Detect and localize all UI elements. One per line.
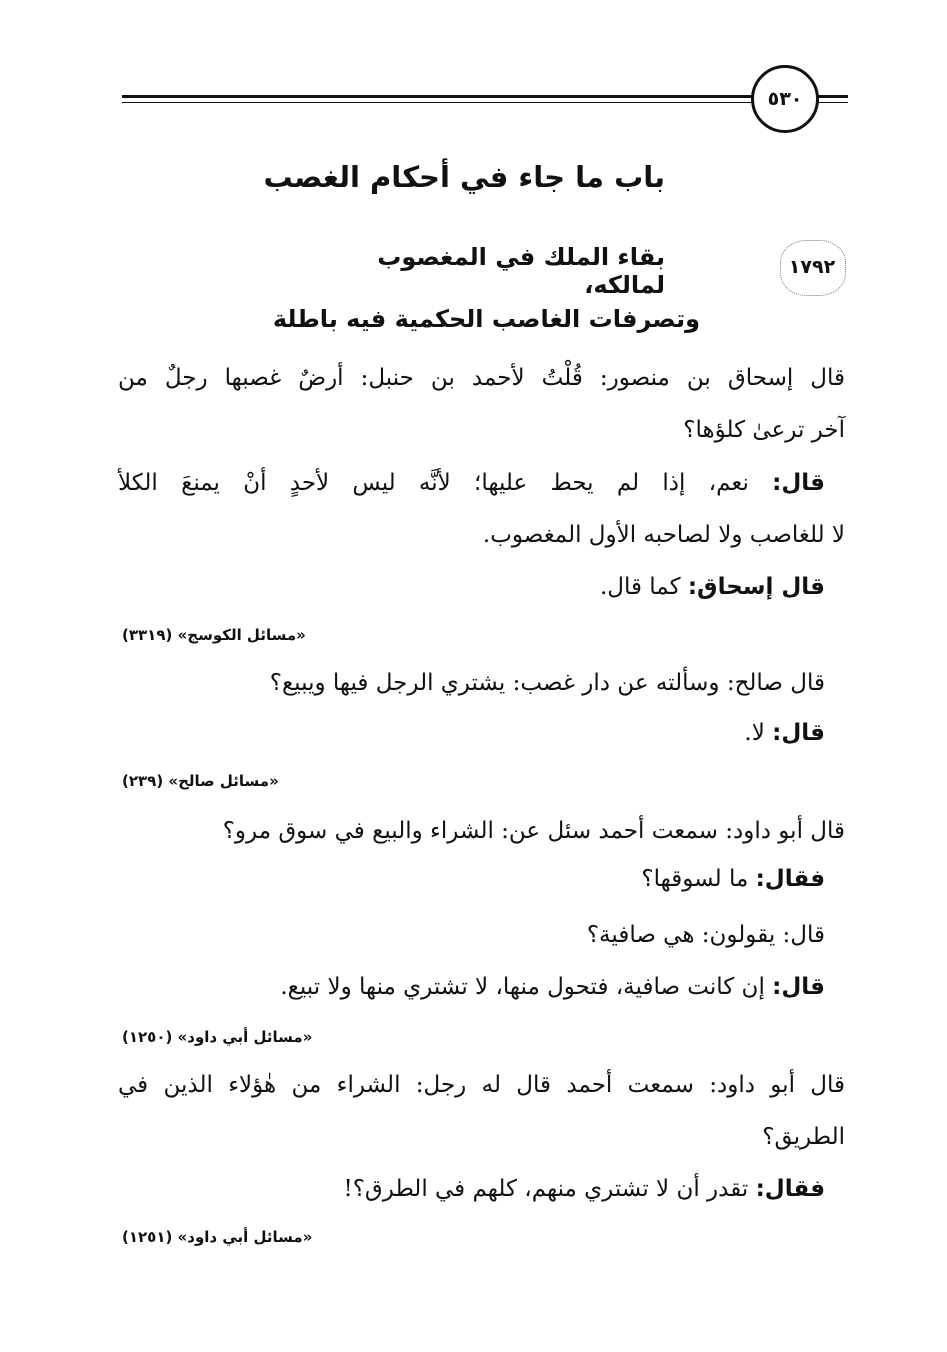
paragraph-line: الطريق؟ xyxy=(762,1124,845,1150)
paragraph-text: تقدر أن لا تشتري منهم، كلهم في الطرق؟! xyxy=(343,1176,756,1202)
paragraph-line: قال أبو داود: سمعت أحمد قال له رجل: الشراء من هٰؤلاء الذين في xyxy=(118,1072,845,1098)
paragraph-line xyxy=(343,1176,825,1202)
header-rule xyxy=(122,102,762,103)
section-title-line2: وتصرفات الغاصب الحكمية فيه باطلة xyxy=(272,305,700,333)
citation: «مسائل الكوسج» (٣٣١٩) xyxy=(122,626,306,644)
citation: «مسائل أبي داود» (١٢٥١) xyxy=(122,1228,313,1246)
paragraph-text: لا. xyxy=(744,720,773,746)
speaker-label: قال: xyxy=(772,974,825,1000)
paragraph-line xyxy=(744,720,825,746)
speaker-label: فقال: xyxy=(755,1176,825,1202)
citation: «مسائل صالح» (٢٣٩) xyxy=(122,772,279,790)
paragraph-line: لا للغاصب ولا لصاحبه الأول المغصوب. xyxy=(482,522,845,548)
speaker-label: قال: xyxy=(772,720,825,746)
paragraph-line xyxy=(641,866,825,892)
paragraph-text: نعم، إذا لم يحط عليها؛ لأنَّه ليس لأحدٍ أنْ يمنعَ الكلأ xyxy=(118,470,773,496)
paragraph-line xyxy=(280,974,825,1000)
section-number-badge xyxy=(770,240,854,294)
paragraph-line: قال أبو داود: سمعت أحمد سئل عن: الشراء والبيع في سوق مرو؟ xyxy=(222,818,845,844)
citation: «مسائل أبي داود» (١٢٥٠) xyxy=(122,1028,313,1046)
paragraph-line: قال: يقولون: هي صافية؟ xyxy=(586,922,825,948)
paragraph-line xyxy=(600,574,825,600)
paragraph-line: قال إسحاق بن منصور: قُلْتُ لأحمد بن حنبل: أرضٌ غصبها رجلٌ من xyxy=(118,365,845,391)
speaker-label: قال إسحاق: xyxy=(687,574,825,600)
paragraph-line xyxy=(118,470,825,496)
section-title-line1: بقاء الملك في المغصوب لمالكه، xyxy=(377,243,665,299)
paragraph-text: ما لسوقها؟ xyxy=(641,866,756,892)
speaker-label: قال: xyxy=(772,470,825,496)
section-number: ١٧٩٢ xyxy=(788,256,836,278)
chapter-title: باب ما جاء في أحكام الغصب xyxy=(263,160,665,194)
speaker-label: فقال: xyxy=(755,866,825,892)
paragraph-line: قال صالح: وسألته عن دار غصب: يشتري الرجل فيها ويبيع؟ xyxy=(269,670,825,696)
page-number: ٥٣٠ xyxy=(751,65,819,133)
paragraph-text: إن كانت صافية، فتحول منها، لا تشتري منها ولا تبيع. xyxy=(280,974,773,1000)
paragraph-line: آخر ترعىٰ كلؤها؟ xyxy=(683,417,845,443)
paragraph-text: كما قال. xyxy=(599,574,688,600)
header-rule xyxy=(122,95,762,98)
